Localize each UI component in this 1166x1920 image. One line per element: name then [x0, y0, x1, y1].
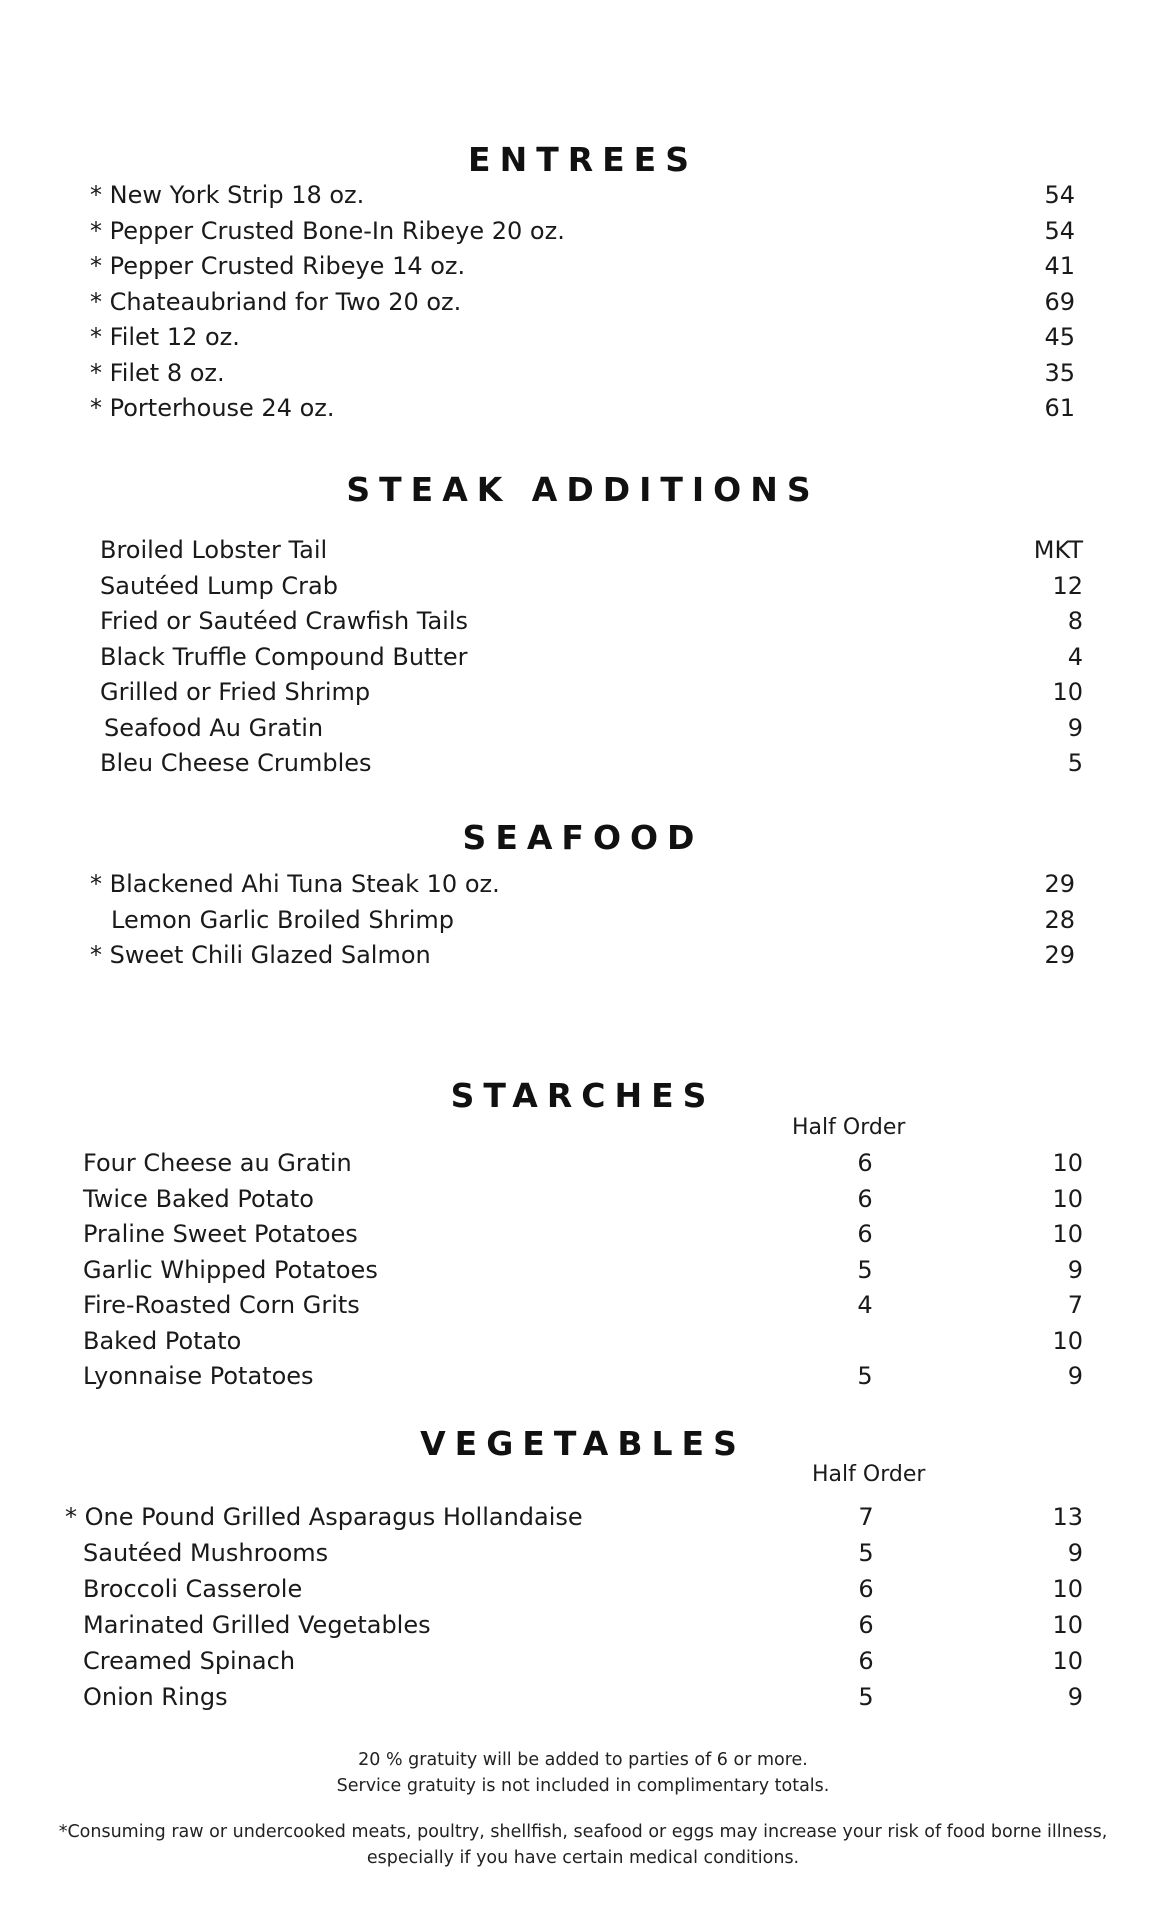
menu-item-name: Marinated Grilled Vegetables	[83, 1611, 431, 1639]
menu-item-price: 54	[1044, 181, 1075, 209]
menu-item-half-price: 6	[858, 1575, 874, 1603]
menu-item-name: Lemon Garlic Broiled Shrimp	[111, 905, 454, 934]
menu-item-price: 10	[1052, 1184, 1083, 1213]
menu-item-name: Creamed Spinach	[83, 1647, 296, 1675]
menu-item-price: 10	[1052, 1575, 1083, 1603]
menu-item-half-price: 7	[858, 1503, 874, 1531]
steak-additions-heading: STEAK ADDITIONS	[346, 470, 820, 509]
menu-item-name: Four Cheese au Gratin	[83, 1149, 352, 1177]
menu-item-name: Baked Potato	[83, 1326, 242, 1355]
menu-item-price: 13	[1052, 1503, 1083, 1531]
menu-item-name: Lyonnaise Potatoes	[83, 1362, 314, 1390]
menu-item-price: 10	[1052, 1149, 1083, 1177]
food-warning-2: especially if you have certain medical conditions.	[366, 1848, 800, 1868]
menu-item-price: 29	[1044, 941, 1075, 969]
menu-item-name: Sautéed Lump Crab	[100, 571, 338, 600]
menu-item-name: * New York Strip 18 oz.	[90, 181, 365, 209]
menu-item-half-price: 6	[857, 1149, 873, 1177]
menu-item-name: Bleu Cheese Crumbles	[100, 749, 372, 777]
menu-item-price: 10	[1052, 1326, 1083, 1355]
menu-item-price: 10	[1052, 1220, 1083, 1248]
menu-item-name: Fire-Roasted Corn Grits	[83, 1291, 360, 1319]
menu-item-price: 10	[1052, 1611, 1083, 1639]
menu-item-half-price: 6	[857, 1184, 873, 1213]
menu-item-price: 69	[1044, 287, 1075, 316]
menu-item-price: 8	[1067, 607, 1083, 635]
menu-item-name: Sautéed Mushrooms	[83, 1539, 329, 1567]
menu-item-name: * Porterhouse 24 oz.	[90, 394, 335, 422]
menu-item-half-price: 5	[858, 1539, 874, 1567]
menu-item-price: 54	[1044, 216, 1075, 245]
menu-item-name: Seafood Au Gratin	[104, 713, 324, 742]
menu-item-half-price: 6	[858, 1647, 874, 1675]
gratuity-note-2: Service gratuity is not included in complimentary totals.	[336, 1776, 830, 1796]
menu-item-price: 9	[1067, 1255, 1083, 1284]
menu-item-name: Praline Sweet Potatoes	[83, 1220, 358, 1248]
menu-item-price: 10	[1052, 1647, 1083, 1675]
menu-item-name: Twice Baked Potato	[83, 1184, 314, 1213]
menu-item-price: 7	[1067, 1291, 1083, 1319]
menu-item-half-price: 6	[858, 1611, 874, 1639]
menu-item-price: 35	[1044, 358, 1075, 387]
menu-item-price: 4	[1067, 642, 1083, 671]
menu-item-price: 10	[1052, 678, 1083, 706]
menu-item-price: 5	[1067, 749, 1083, 777]
menu-item-price: 9	[1067, 1683, 1083, 1711]
food-warning-1: *Consuming raw or undercooked meats, poultry, shellfish, seafood or eggs may increase your risk of food borne illness,	[58, 1822, 1108, 1842]
menu-item-name: * Pepper Crusted Ribeye 14 oz.	[90, 252, 466, 280]
starches-heading: STARCHES	[450, 1076, 716, 1115]
menu-item-name: Broiled Lobster Tail	[100, 536, 328, 564]
menu-item-name: * Sweet Chili Glazed Salmon	[90, 941, 431, 969]
menu-item-name: Garlic Whipped Potatoes	[83, 1255, 378, 1284]
menu-item-name: * Filet 12 oz.	[90, 323, 240, 351]
entrees-heading: ENTREES	[468, 140, 698, 179]
vegetables-heading: VEGETABLES	[420, 1424, 746, 1463]
menu-item-half-price: 5	[857, 1255, 873, 1284]
menu-item-price: 9	[1067, 1539, 1083, 1567]
menu-item-half-price: 5	[858, 1683, 874, 1711]
menu-item-name: Broccoli Casserole	[83, 1575, 303, 1603]
menu-item-price: 45	[1044, 323, 1075, 351]
starches-half-order-label: Half Order	[792, 1115, 906, 1140]
menu-item-price: 29	[1044, 870, 1075, 898]
vegetables-half-order-label: Half Order	[812, 1462, 926, 1487]
menu-item-price: MKT	[1033, 536, 1083, 564]
menu-item-price: 28	[1044, 905, 1075, 934]
seafood-heading: SEAFOOD	[462, 818, 704, 857]
menu-item-price: 12	[1052, 571, 1083, 600]
menu-item-name: * Blackened Ahi Tuna Steak 10 oz.	[90, 870, 500, 898]
menu-item-name: Black Truffle Compound Butter	[100, 642, 468, 671]
menu-item-name: Onion Rings	[83, 1683, 228, 1711]
menu-item-name: * Pepper Crusted Bone-In Ribeye 20 oz.	[90, 216, 565, 245]
menu-item-half-price: 4	[857, 1291, 873, 1319]
menu-item-name: * Chateaubriand for Two 20 oz.	[90, 287, 462, 316]
gratuity-note-1: 20 % gratuity will be added to parties of 6 or more.	[358, 1750, 808, 1770]
menu-item-price: 9	[1067, 713, 1083, 742]
menu-item-name: Fried or Sautéed Crawfish Tails	[100, 607, 469, 635]
menu-item-price: 9	[1067, 1362, 1083, 1390]
menu-item-half-price: 6	[857, 1220, 873, 1248]
menu-item-name: * Filet 8 oz.	[90, 358, 225, 387]
menu-item-price: 41	[1044, 252, 1075, 280]
menu-item-name: Grilled or Fried Shrimp	[100, 678, 371, 706]
menu-item-half-price: 5	[857, 1362, 873, 1390]
menu-item-name: * One Pound Grilled Asparagus Hollandaise	[65, 1503, 583, 1531]
menu-item-price: 61	[1044, 394, 1075, 422]
